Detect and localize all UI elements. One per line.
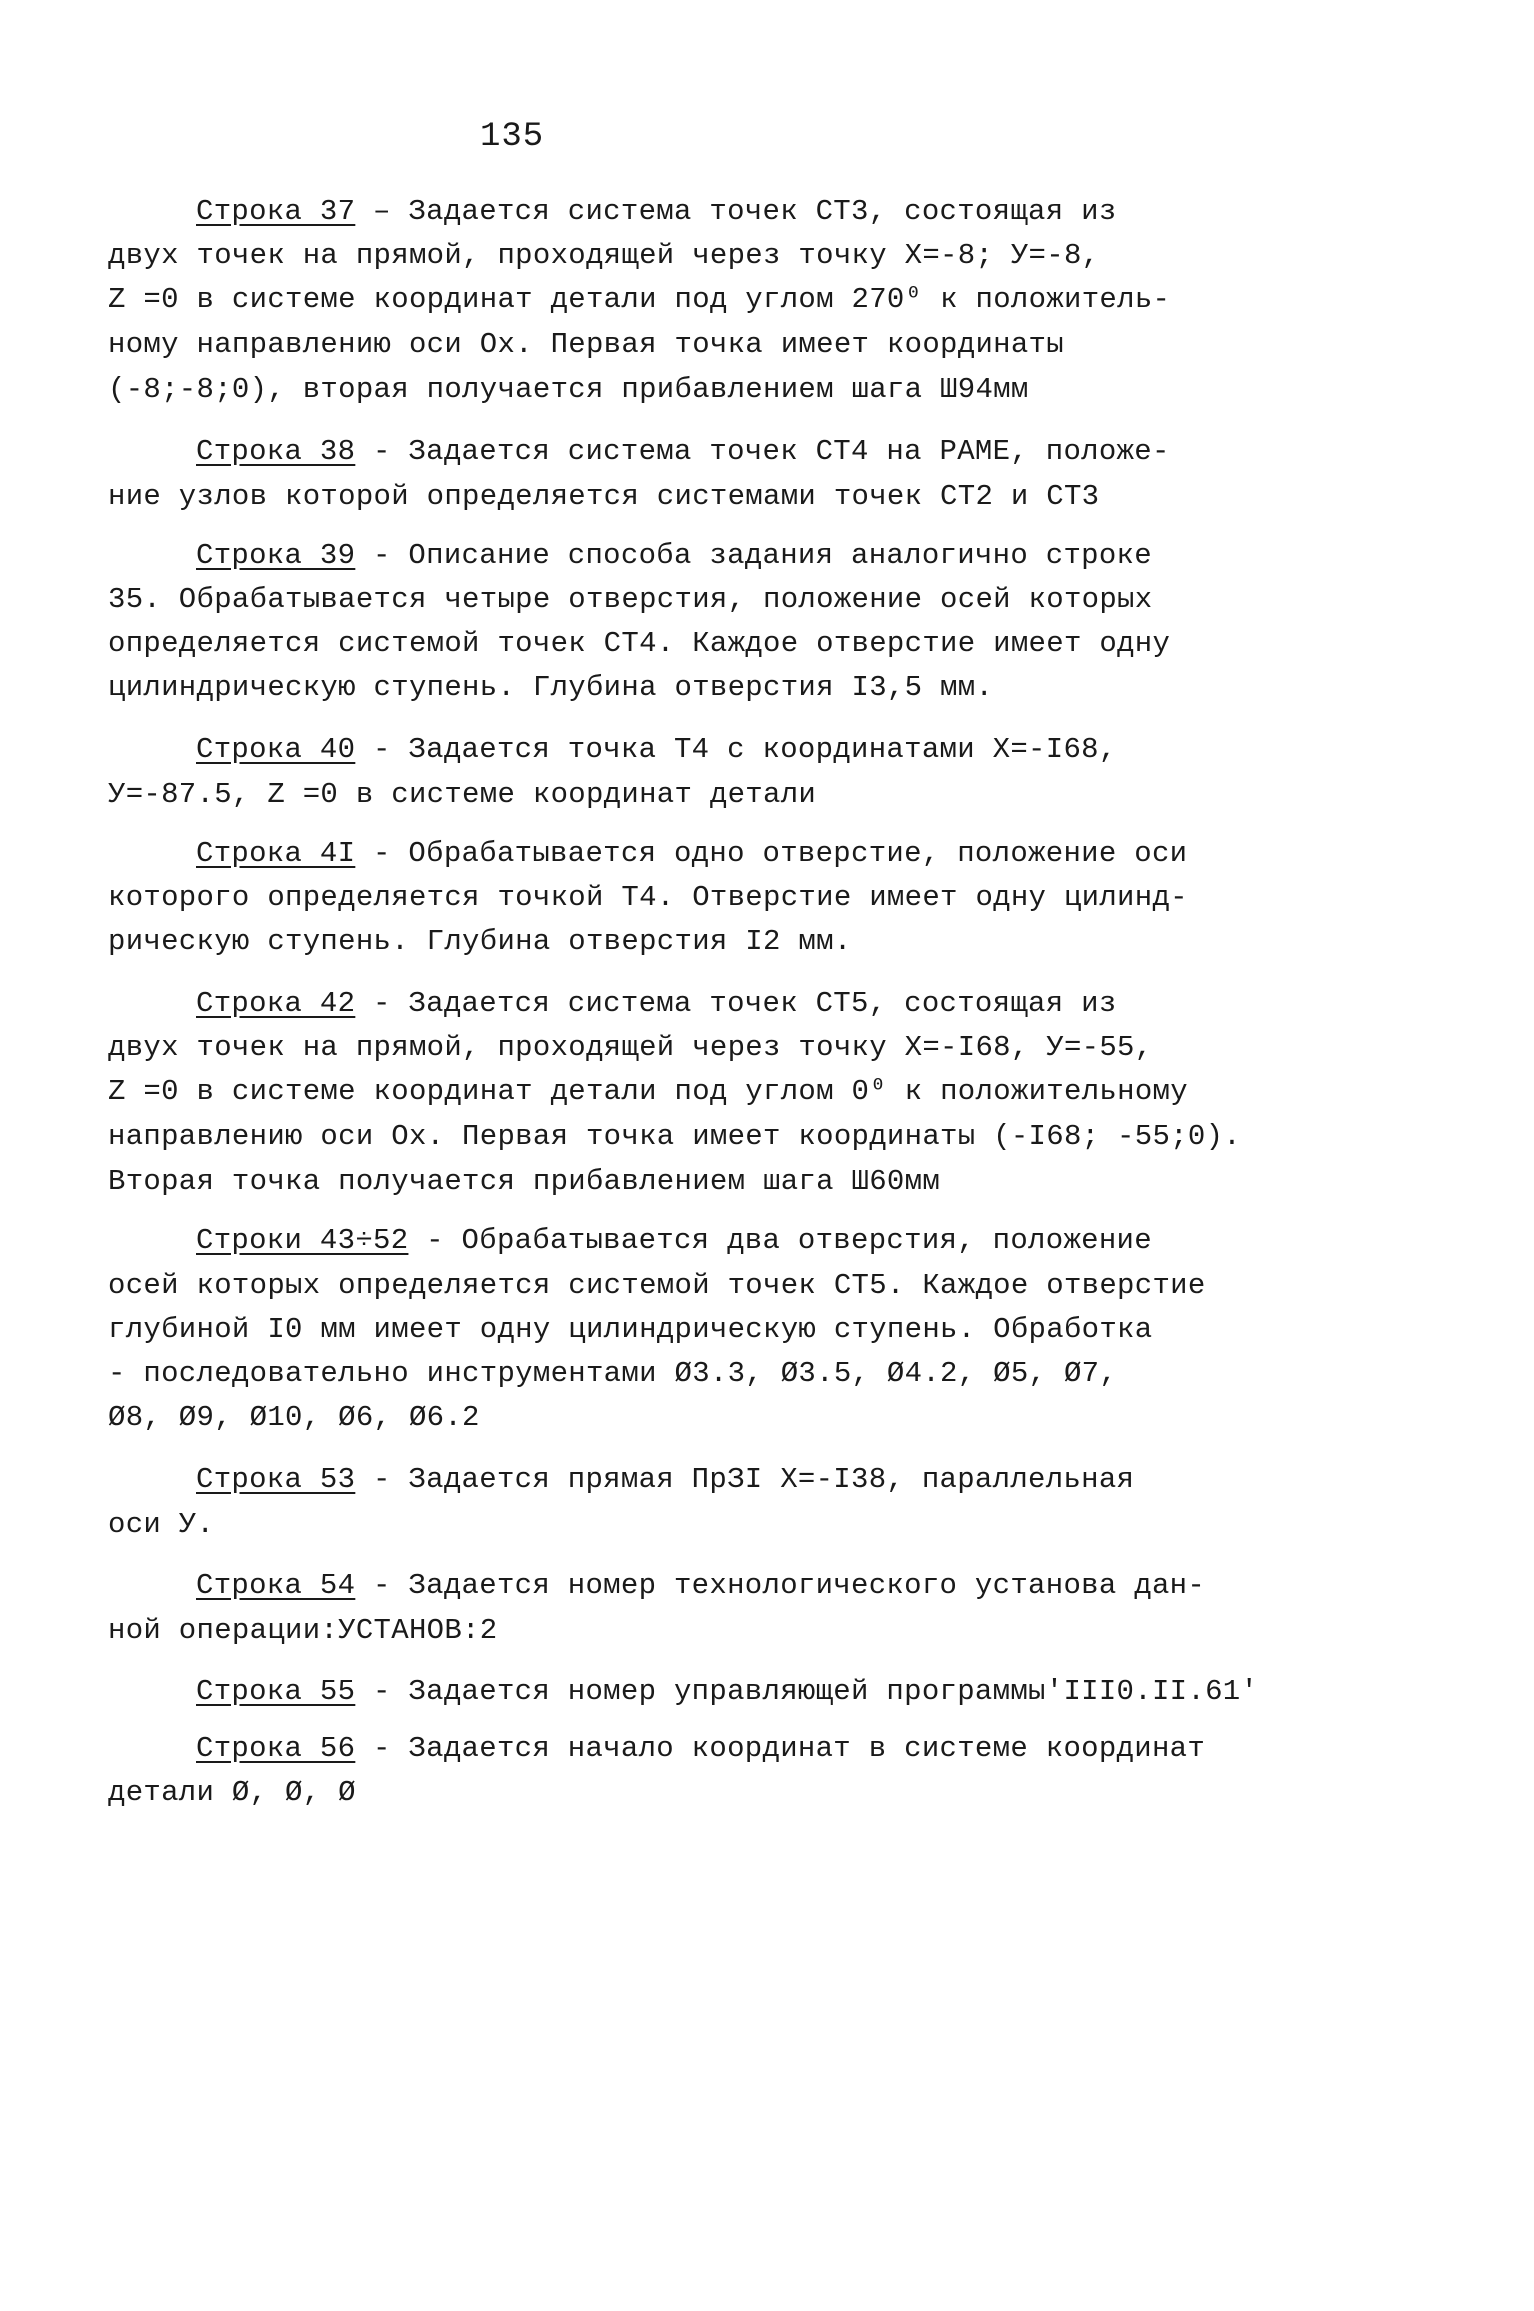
line-text: Z =0 в системе координат детали под углом 270⁰ к положитель- [108,283,1171,316]
text-line [108,1771,356,1815]
line-text: двух точек на прямой, проходящей через точку X=-I68, У=-55, [108,1031,1153,1064]
line-text: ние узлов которой определяется системами точек СТ2 и СТ3 [108,480,1100,513]
text-line [108,278,1170,322]
line-text: двух точек на прямой, проходящей через точку X=-8; У=-8, [108,239,1100,272]
line-text: У=-87.5, Z =0 в системе координат детали [108,778,817,811]
text-line [108,622,1170,666]
row-label: Строка 37 [196,195,356,228]
text-line [108,876,1188,920]
row-label: Строка 4I [196,837,356,870]
line-text: оси У. [108,1508,215,1541]
line-text: рическую ступень. Глубина отверстия I2 мм. [108,925,852,958]
line-text: – Задается система точек СТ3, состоящая из [355,195,1117,228]
text-line [196,832,1187,876]
line-text: направлению оси Ox. Первая точка имеет координаты (-I68; -55;0). [108,1120,1241,1153]
line-text: - Задается номер управляющей программы'III0.II.61' [355,1675,1259,1708]
line-text: Z =0 в системе координат детали под углом 0⁰ к положительному [108,1075,1188,1108]
text-line [108,1160,940,1204]
text-line [196,1727,1205,1771]
line-text: Вторая точка получается прибавлением шага Ш60мм [108,1165,941,1198]
text-line [108,1115,1241,1159]
text-line [108,1503,214,1547]
row-label: Строка 55 [196,1675,356,1708]
text-line [108,666,993,710]
line-text: детали Ø, Ø, Ø [108,1776,356,1809]
row-label: Строка 56 [196,1732,356,1765]
line-text: 35. Обрабатывается четыре отверстия, положение осей которых [108,583,1153,616]
text-line [196,728,1117,772]
text-line [108,1026,1152,1070]
line-text: осей которых определяется системой точек СТ5. Каждое отверстие [108,1269,1206,1302]
line-text: ному направлению оси Ox. Первая точка имеет координаты [108,328,1064,361]
line-text: ной операции:УСТАНОВ:2 [108,1614,498,1647]
text-line [108,1396,480,1440]
line-text: - последовательно инструментами Ø3.3, Ø3.5, Ø4.2, Ø5, Ø7, [108,1357,1118,1390]
line-text: глубиной I0 мм имеет одну цилиндрическую ступень. Обработка [108,1313,1153,1346]
row-label: Строка 42 [196,987,356,1020]
line-text: Ø8, Ø9, Ø10, Ø6, Ø6.2 [108,1401,480,1434]
row-label: Строка 40 [196,733,356,766]
row-label: Строки 43÷52 [196,1224,409,1257]
row-label: Строка 54 [196,1569,356,1602]
line-text: - Задается система точек СТ4 на РАМЕ, положе- [355,435,1170,468]
text-line [108,323,1064,367]
text-line [196,1219,1152,1263]
text-line [196,1564,1205,1608]
text-line [196,1458,1134,1502]
text-line [108,1352,1117,1396]
row-label: Строка 38 [196,435,356,468]
line-text: - Задается номер технологического установа дан- [355,1569,1206,1602]
line-text: - Обрабатывается два отверстия, положение [408,1224,1152,1257]
text-line [108,368,1029,412]
text-line [108,773,816,817]
text-line [108,578,1152,622]
line-text: - Задается система точек СТ5, состоящая из [355,987,1117,1020]
line-text: - Описание способа задания аналогично строке [355,539,1152,572]
text-line [108,1264,1206,1308]
text-line [196,1670,1258,1714]
line-text: - Задается начало координат в системе координат [355,1732,1206,1765]
line-text: (-8;-8;0), вторая получается прибавлением шага Ш94мм [108,373,1029,406]
line-text: - Задается точка Т4 с координатами X=-I68, [355,733,1117,766]
row-label: Строка 53 [196,1463,356,1496]
line-text: которого определяется точкой Т4. Отверстие имеет одну цилинд- [108,881,1188,914]
line-text: - Обрабатывается одно отверстие, положение оси [355,837,1188,870]
line-text: цилиндрическую ступень. Глубина отверстия I3,5 мм. [108,671,994,704]
text-line [108,1609,497,1653]
row-label: Строка 39 [196,539,356,572]
text-line [108,475,1099,519]
text-line [108,234,1099,278]
text-line [196,534,1152,578]
text-line [196,190,1117,234]
text-line [196,430,1170,474]
line-text: - Задается прямая ПрЗI X=-I38, параллельная [355,1463,1135,1496]
text-line [108,920,852,964]
text-line [108,1308,1152,1352]
line-text: определяется системой точек СТ4. Каждое отверстие имеет одну [108,627,1171,660]
text-line [108,1070,1188,1114]
text-line [196,982,1117,1026]
page-number: 135 [480,118,545,156]
